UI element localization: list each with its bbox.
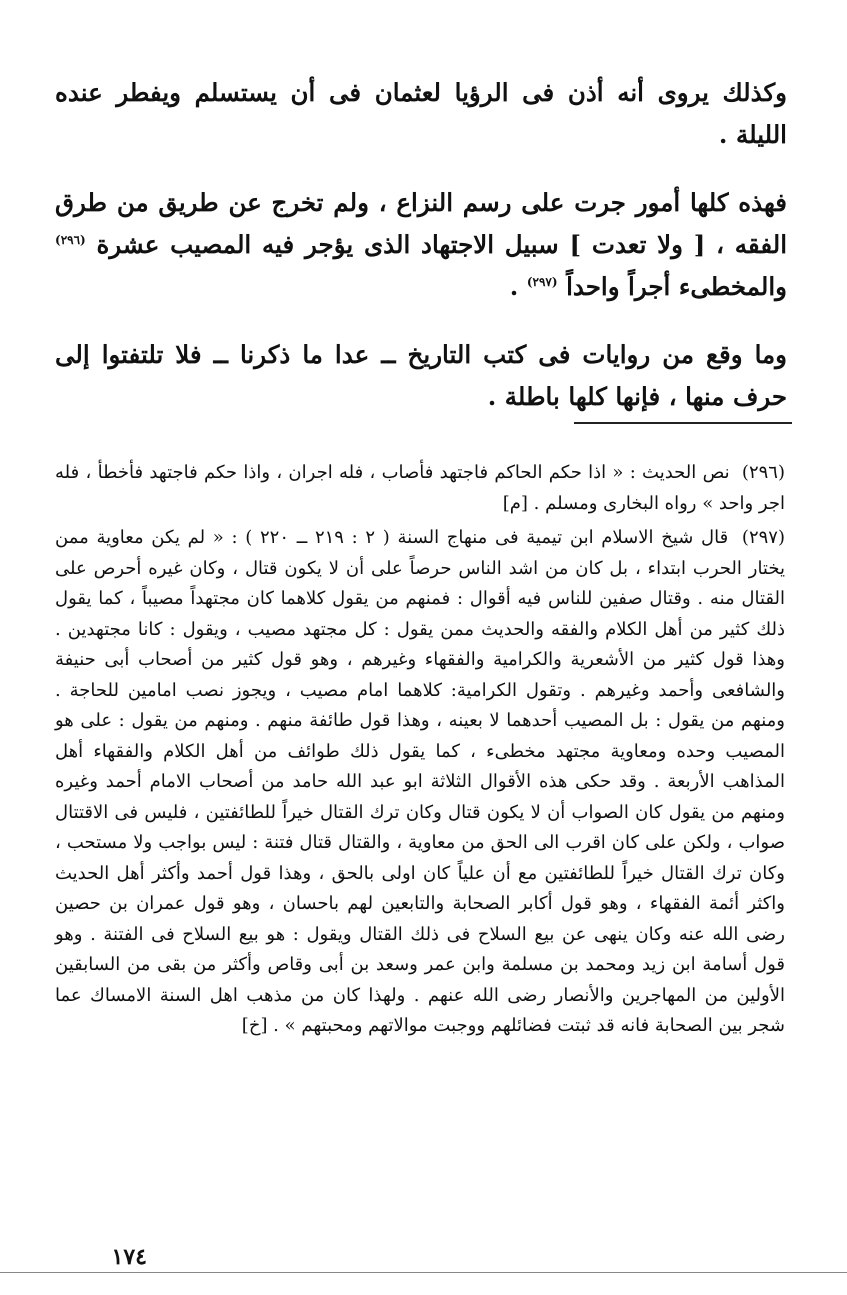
scan-edge-line: [0, 1272, 847, 1273]
footnote-number: (٢٩٦): [741, 462, 785, 483]
main-text: [55, 72, 787, 444]
page-number: ١٧٤: [111, 1244, 147, 1270]
paragraph-3-text: وما وقع من روايات فى كتب التاريخ ــ عدا ما ذكرنا ــ فلا تلتفتوا إلى حرف منها ، فإنها كلها باطلة .: [55, 340, 787, 411]
footnote-297: [55, 523, 785, 1042]
footnote-number: (٢٩٧): [741, 527, 785, 548]
footnote-ref-296[interactable]: (٢٩٦): [55, 232, 86, 247]
paragraph-1: [55, 72, 787, 156]
paragraph-2: [55, 182, 787, 308]
paragraph-2-text: فهذه كلها أمور جرت على رسم النزاع ، ولم تخرج عن طريق من طرق الفقه ، [ ولا تعدت ] سبيل الاجتهاد الذى يؤجر فيه المصيب عشرة: [55, 188, 787, 259]
footnotes: [55, 458, 785, 1046]
paragraph-2-continuation: والمخطىء أجراً واحداً: [566, 272, 787, 301]
paragraph-3: [55, 334, 787, 418]
footnote-ref-297[interactable]: (٢٩٧): [526, 274, 558, 289]
footnote-296: [55, 458, 785, 519]
footnote-divider: [574, 422, 792, 424]
paragraph-1-text: وكذلك يروى أنه أذن فى الرؤيا لعثمان فى أن يستسلم ويفطر عنده الليلة .: [55, 78, 787, 149]
paragraph-2-end: .: [509, 272, 519, 301]
footnote-text: قال شيخ الاسلام ابن تيمية فى منهاج السنة ( ٢ : ٢١٩ ــ ٢٢٠ ) : « لم يكن معاوية ممن يختار الحرب ابتداء ، بل كان من اشد الناس حرصاً على أن لا يكون قتال ، وكان غيره أحرص على القتال منه . وقتال صفين للناس فيه أقوال : فمنهم من يقول كلاهما كان مجتهداً مصيباً ، كما يقول ذلك كثير من أهل الكلام والفقه والحديث ممن يقول : كل مجتهد مصيب ، ويقول : كانا مجتهدين . وهذا قول كثير من الأشعرية والكرامية والفقهاء وغيرهم ، وهو قول كثير من أصحاب أبى حنيفة والشافعى وأحمد وغيرهم . وتقول الكرامية: كلاهما امام مصيب ، ويجوز نصب امامين للحاجة . ومنهم من يقول : بل المصيب أحدهما لا بعينه ، وهذا قول طائفة منهم . ومنهم من يقول : على هو المصيب وحده ومعاوية مجتهد مخطىء ، كما يقول ذلك طوائف من أهل الكلام والفقهاء أهل المذاهب الأربعة . وقد حكى هذه الأقوال الثلاثة ابو عبد الله حامد من أصحاب الامام أحمد وغيره ومنهم من يقول كان الصواب أن لا يكون قتال وكان ترك القتال خيراً للطائفتين ، فليس فى الاقتتال صواب ، ولكن على كان اقرب الى الحق من معاوية ، والقتال قتال فتنة : ليس بواجب ولا مستحب ، وكان ترك القتال خيراً للطائفتين مع أن علياً كان اولى بالحق ، وهذا قول أحمد وأكثر أهل الحديث واكثر أئمة الفقهاء ، وهو قول أكابر الصحابة والتابعين لهم باحسان ، وهو قول عمران بن حصين رضى الله عنه وكان ينهى عن بيع السلاح فى ذلك القتال ويقول : هو بيع السلاح فى الفتنة . وهو قول أسامة ابن زيد ومحمد بن مسلمة وابن عمر وسعد بن أبى وقاص وأكثر من بقى من السابقين الأولين من المهاجرين والأنصار رضى الله عنهم . ولهذا كان من مذهب اهل السنة الامساك عما شجر بين الصحابة فانه قد ثبتت فضائلهم ووجبت موالاتهم ومحبتهم » . [خ]: [55, 527, 785, 1036]
footnote-text: نص الحديث : « اذا حكم الحاكم فاجتهد فأصاب ، فله اجران ، واذا حكم فاجتهد فأخطأ ، فله اجر واحد » رواه البخارى ومسلم . [م]: [55, 462, 785, 514]
